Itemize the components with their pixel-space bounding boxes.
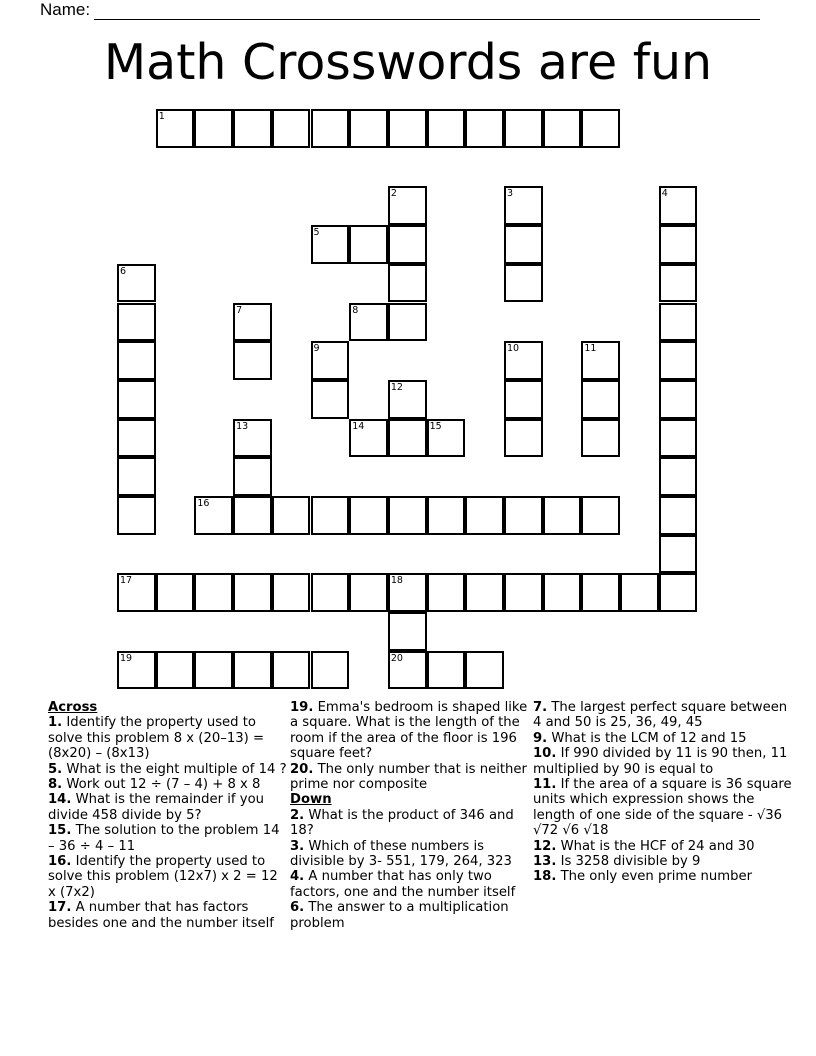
clue-text: The answer to a multiplication problem — [290, 900, 509, 931]
grid-cell[interactable] — [388, 573, 427, 612]
clues-column-2 — [290, 700, 530, 931]
clue-num: 14. — [48, 792, 72, 808]
clue-item — [48, 792, 288, 823]
grid-cell[interactable] — [427, 496, 466, 535]
grid-cell[interactable] — [581, 380, 620, 419]
grid-cell[interactable] — [156, 573, 195, 612]
grid-cell[interactable] — [659, 264, 698, 303]
clue-item — [290, 839, 530, 870]
clue-item — [48, 777, 288, 792]
grid-cell[interactable] — [427, 419, 466, 458]
grid-cell[interactable] — [311, 496, 350, 535]
clue-number: 18 — [390, 575, 403, 587]
name-field[interactable] — [40, 0, 760, 20]
grid-cell[interactable] — [388, 612, 427, 651]
clue-number: 11 — [584, 343, 597, 355]
grid-cell[interactable] — [388, 496, 427, 535]
clue-num: 8. — [48, 777, 63, 793]
clue-number: 20 — [390, 652, 403, 664]
clue-number: 14 — [352, 420, 365, 432]
grid-cell[interactable] — [233, 573, 272, 612]
grid-cell[interactable] — [349, 419, 388, 458]
clue-item — [533, 869, 795, 884]
clue-num: 18. — [533, 869, 557, 885]
grid-cell[interactable] — [311, 109, 350, 148]
grid-cell[interactable] — [388, 264, 427, 303]
clue-text: If 990 divided by 11 is 90 then, 11 multiplied by 90 is equal to — [533, 746, 788, 777]
grid-cell[interactable] — [272, 651, 311, 690]
clue-num: 9. — [533, 730, 548, 746]
grid-cell[interactable] — [117, 496, 156, 535]
clue-text: Identify the property used to solve this problem 8 x (20–13) = (8x20) – (8x13) — [48, 715, 264, 762]
grid-cell[interactable] — [349, 225, 388, 264]
clue-num: 20. — [290, 761, 314, 777]
grid-cell[interactable] — [504, 496, 543, 535]
clue-text: What is the product of 346 and 18? — [290, 807, 514, 839]
across-heading: Across — [48, 700, 98, 715]
grid-cell[interactable] — [581, 573, 620, 612]
clue-text: A number that has factors besides one and the number itself — [48, 900, 274, 931]
clue-text: Which of these numbers is divisible by 3- 551, 179, 264, 323 — [290, 838, 512, 870]
grid-cell[interactable] — [543, 109, 582, 148]
grid-cell[interactable] — [465, 496, 504, 535]
grid-cell[interactable] — [311, 341, 350, 380]
grid-cell[interactable] — [272, 109, 311, 148]
clue-num: 13. — [533, 854, 557, 870]
grid-cell[interactable] — [659, 457, 698, 496]
clue-text: Emma's bedroom is shaped like a square. What is the length of the room if the area of the floor is 196 square feet? — [290, 700, 528, 762]
grid-cell[interactable] — [349, 109, 388, 148]
clue-num: 5. — [48, 761, 63, 777]
clue-item — [48, 715, 288, 761]
clue-item — [48, 854, 288, 900]
grid-cell[interactable] — [117, 303, 156, 342]
clue-text: Work out 12 ÷ (7 – 4) + 8 x 8 — [62, 777, 261, 793]
clue-item — [290, 762, 530, 793]
clue-num: 4. — [290, 869, 305, 885]
clue-item — [290, 900, 530, 931]
grid-cell[interactable] — [388, 380, 427, 419]
grid-cell[interactable] — [233, 109, 272, 148]
clue-text: The only even prime number — [556, 869, 753, 885]
clue-text: What is the HCF of 24 and 30 — [556, 838, 755, 854]
grid-cell[interactable] — [504, 264, 543, 303]
grid-cell[interactable] — [194, 109, 233, 148]
clue-number: 6 — [120, 265, 127, 277]
clues-column-1 — [48, 700, 288, 931]
clue-item — [533, 700, 795, 731]
clue-item — [290, 869, 530, 900]
grid-cell[interactable] — [388, 225, 427, 264]
grid-cell[interactable] — [659, 496, 698, 535]
clue-num: 3. — [290, 838, 305, 854]
clue-number: 12 — [390, 381, 403, 393]
grid-cell[interactable] — [194, 496, 233, 535]
clue-number: 2 — [390, 188, 397, 200]
grid-cell[interactable] — [388, 109, 427, 148]
grid-cell[interactable] — [659, 225, 698, 264]
clue-item — [533, 839, 795, 854]
page-title: Math Crosswords are fun — [103, 34, 713, 91]
clue-text: The only number that is neither prime nor composite — [290, 761, 527, 793]
clue-text: What is the LCM of 12 and 15 — [547, 730, 747, 746]
grid-cell[interactable] — [388, 419, 427, 458]
grid-cell[interactable] — [349, 573, 388, 612]
grid-cell[interactable] — [659, 419, 698, 458]
grid-cell[interactable] — [311, 380, 350, 419]
clue-num: 19. — [290, 700, 314, 715]
grid-cell[interactable] — [156, 109, 195, 148]
grid-cell[interactable] — [194, 573, 233, 612]
name-label: Name: — [40, 0, 91, 19]
grid-cell[interactable] — [311, 651, 350, 690]
grid-cell[interactable] — [311, 573, 350, 612]
clue-number: 17 — [120, 575, 133, 587]
grid-cell[interactable] — [117, 419, 156, 458]
clue-num: 10. — [533, 746, 557, 762]
grid-cell[interactable] — [233, 303, 272, 342]
grid-cell[interactable] — [427, 109, 466, 148]
clue-item — [533, 777, 795, 839]
grid-cell[interactable] — [465, 651, 504, 690]
grid-cell[interactable] — [465, 573, 504, 612]
grid-cell[interactable] — [659, 380, 698, 419]
grid-cell[interactable] — [233, 651, 272, 690]
grid-cell[interactable] — [117, 264, 156, 303]
clue-item — [533, 731, 795, 746]
grid-cell[interactable] — [272, 573, 311, 612]
clue-number: 7 — [236, 304, 243, 316]
clue-number: 10 — [507, 343, 520, 355]
clue-number: 9 — [313, 343, 320, 355]
clue-text: What is the eight multiple of 14 ? — [62, 761, 287, 777]
clue-num: 2. — [290, 807, 305, 823]
grid-cell[interactable] — [117, 457, 156, 496]
grid-cell[interactable] — [349, 303, 388, 342]
grid-cell[interactable] — [117, 380, 156, 419]
grid-cell[interactable] — [233, 419, 272, 458]
grid-cell[interactable] — [504, 380, 543, 419]
grid-cell[interactable] — [543, 496, 582, 535]
grid-cell[interactable] — [659, 341, 698, 380]
grid-cell[interactable] — [427, 573, 466, 612]
clue-item — [290, 808, 530, 839]
clue-text: If the area of a square is 36 square units which expression shows the length of one side of the square - √36 √72 √6 √18 — [533, 777, 792, 839]
grid-cell[interactable] — [465, 109, 504, 148]
grid-cell[interactable] — [581, 496, 620, 535]
clue-item — [290, 700, 530, 762]
clues-column-3 — [533, 700, 795, 885]
grid-cell[interactable] — [504, 341, 543, 380]
grid-cell[interactable] — [117, 341, 156, 380]
name-line[interactable] — [94, 4, 760, 20]
grid-cell[interactable] — [504, 419, 543, 458]
grid-cell[interactable] — [504, 573, 543, 612]
clue-number: 8 — [352, 304, 359, 316]
grid-cell[interactable] — [581, 109, 620, 148]
clue-num: 1. — [48, 715, 63, 731]
grid-cell[interactable] — [659, 573, 698, 612]
clue-item — [48, 762, 288, 777]
grid-cell[interactable] — [659, 303, 698, 342]
down-heading: Down — [290, 792, 332, 808]
clue-item — [48, 900, 288, 931]
grid-cell[interactable] — [620, 573, 659, 612]
grid-cell[interactable] — [659, 535, 698, 574]
clue-number: 3 — [507, 188, 514, 200]
clue-item — [48, 823, 288, 854]
grid-cell[interactable] — [581, 341, 620, 380]
clue-num: 17. — [48, 900, 72, 916]
grid-cell[interactable] — [504, 109, 543, 148]
grid-cell[interactable] — [543, 573, 582, 612]
grid-cell[interactable] — [659, 186, 698, 225]
clue-item — [533, 746, 795, 777]
grid-cell[interactable] — [349, 496, 388, 535]
grid-cell[interactable] — [233, 341, 272, 380]
clue-text: What is the remainder if you divide 458 divide by 5? — [48, 792, 264, 823]
grid-cell[interactable] — [117, 651, 156, 690]
grid-cell[interactable] — [388, 186, 427, 225]
clue-num: 16. — [48, 854, 72, 870]
clue-number: 13 — [236, 420, 249, 432]
grid-cell[interactable] — [504, 225, 543, 264]
grid-cell[interactable] — [117, 573, 156, 612]
clue-number: 1 — [158, 111, 165, 122]
grid-cell[interactable] — [156, 651, 195, 690]
clue-number: 16 — [197, 498, 210, 509]
clue-text: The solution to the problem 14 – 36 ÷ 4 – 11 — [48, 823, 280, 854]
clue-text: The largest perfect square between 4 and 50 is 25, 36, 49, 45 — [533, 700, 788, 731]
clue-number: 15 — [429, 420, 442, 432]
grid-cell[interactable] — [194, 651, 233, 690]
clue-text: Identify the property used to solve this problem (12x7) x 2 = 12 x (7x2) — [48, 854, 278, 900]
grid-cell[interactable] — [388, 651, 427, 690]
grid-cell[interactable] — [311, 225, 350, 264]
clue-text: A number that has only two factors, one and the number itself — [290, 869, 516, 900]
clue-num: 6. — [290, 900, 305, 916]
clue-number: 19 — [120, 652, 133, 664]
grid-cell[interactable] — [233, 457, 272, 496]
clue-item — [533, 854, 795, 869]
clue-num: 15. — [48, 823, 72, 839]
grid-cell[interactable] — [233, 496, 272, 535]
grid-cell[interactable] — [504, 186, 543, 225]
clue-num: 7. — [533, 700, 548, 715]
grid-cell[interactable] — [581, 419, 620, 458]
clue-text: Is 3258 divisible by 9 — [556, 854, 701, 870]
clue-number: 5 — [313, 227, 320, 239]
clue-number: 4 — [661, 188, 668, 200]
clue-num: 11. — [533, 777, 557, 793]
grid-cell[interactable] — [272, 496, 311, 535]
grid-cell[interactable] — [427, 651, 466, 690]
grid-cell[interactable] — [388, 303, 427, 342]
clue-num: 12. — [533, 838, 557, 854]
